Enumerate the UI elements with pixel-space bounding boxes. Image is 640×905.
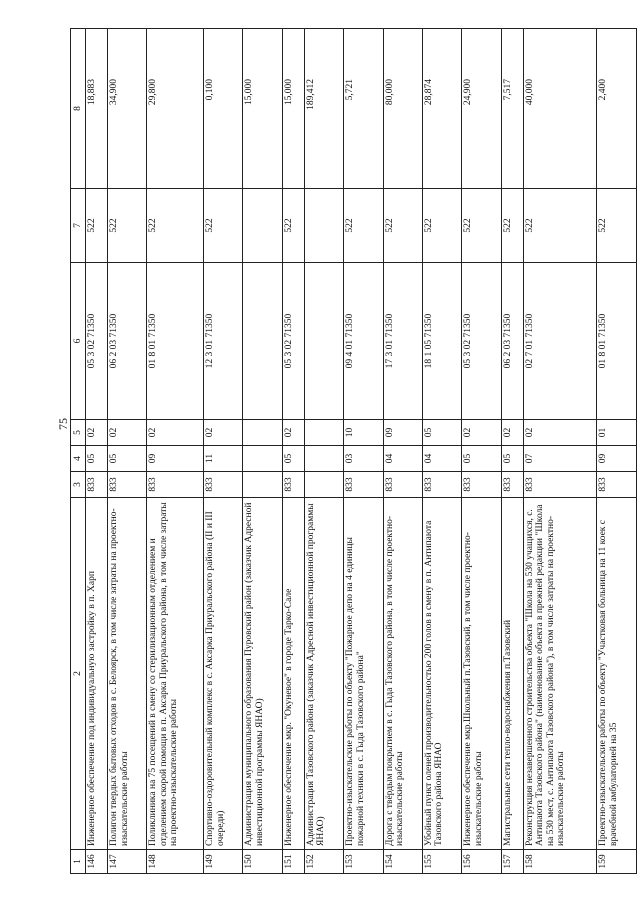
code-section: 05 xyxy=(86,446,108,472)
code-target: 01 8 01 71350 xyxy=(147,263,204,420)
object-name: Администрация Тазовского района (заказчик Адресной инвестиционной программы ЯНАО) xyxy=(304,498,343,850)
header-cell: 5 xyxy=(71,420,86,446)
amount: 40,000 xyxy=(523,29,597,189)
code-target: 06 2 03 71350 xyxy=(501,263,523,420)
code-subsection: 02 xyxy=(501,420,523,446)
object-name: Инженерное обеспечение мкр. "Окуневое" в городе Тарко-Сале xyxy=(282,498,304,850)
amount: 2,400 xyxy=(597,29,637,189)
object-name: Убойный пункт оленей производительностью 200 голов в смену в п. Антипаюта Тазовского района ЯНАО xyxy=(422,498,461,850)
code-expense-type: 522 xyxy=(86,189,108,263)
code-subsection: 09 xyxy=(383,420,422,446)
table-row xyxy=(204,29,243,874)
code-target xyxy=(304,263,343,420)
object-name: Проектно-изыскательские работы по объекту "Пожарное депо на 4 единицы пожарной техники в с. Гыда Тазовского района" xyxy=(344,498,383,850)
table-row xyxy=(383,29,422,874)
code-expense-type: 522 xyxy=(383,189,422,263)
code-target: 18 1 05 71350 xyxy=(422,263,461,420)
header-cell: 8 xyxy=(71,29,86,189)
code-target: 09 4 01 71350 xyxy=(344,263,383,420)
code-expense-type: 522 xyxy=(344,189,383,263)
code-section: 09 xyxy=(597,446,637,472)
header-cell: 3 xyxy=(71,472,86,498)
code-ministry: 833 xyxy=(204,472,243,498)
code-ministry: 833 xyxy=(383,472,422,498)
code-section: 04 xyxy=(422,446,461,472)
amount: 7,517 xyxy=(501,29,523,189)
code-ministry xyxy=(243,472,282,498)
amount: 34,900 xyxy=(108,29,147,189)
row-number: 147 xyxy=(108,850,147,874)
code-ministry xyxy=(304,472,343,498)
code-section: 05 xyxy=(108,446,147,472)
code-expense-type: 522 xyxy=(204,189,243,263)
code-section: 09 xyxy=(147,446,204,472)
code-section: 07 xyxy=(523,446,597,472)
code-ministry: 833 xyxy=(282,472,304,498)
code-ministry: 833 xyxy=(501,472,523,498)
row-number: 149 xyxy=(204,850,243,874)
code-subsection: 05 xyxy=(422,420,461,446)
code-ministry: 833 xyxy=(597,472,637,498)
row-number: 151 xyxy=(282,850,304,874)
code-ministry: 833 xyxy=(344,472,383,498)
code-target: 05 3 02 71350 xyxy=(86,263,108,420)
table-row xyxy=(422,29,461,874)
amount: 80,000 xyxy=(383,29,422,189)
code-ministry: 833 xyxy=(523,472,597,498)
object-name: Проектно-изыскательские работы по объекту "Участковая больница на 11 коек с врачебной амбулаторией на 35 xyxy=(597,498,637,850)
object-name: Дорога с твёрдым покрытием в с. Гыда Тазовского района, в том числе проектно-изыскательские работы xyxy=(383,498,422,850)
code-target: 06 2 03 71350 xyxy=(108,263,147,420)
header-cell: 1 xyxy=(71,850,86,874)
object-name: Магистральные сети тепло-водоснабжения п.Тазовский xyxy=(501,498,523,850)
code-expense-type: 522 xyxy=(108,189,147,263)
object-name: Инженерное обеспечение под индивидуальную застройку в п. Харп xyxy=(86,498,108,850)
object-name: Спортивно-оздоровительный комплекс в с. Аксарка Приуральского района (II и III очереди) xyxy=(204,498,243,850)
object-name: Поликлиника на 75 посещений в смену со стерилизационным отделением и отделением скорой помощи в п. Аксарка Приуральского района, в том числе затраты на проектно-изыскательские работы xyxy=(147,498,204,850)
page-number: 75 xyxy=(56,418,70,430)
code-ministry: 833 xyxy=(108,472,147,498)
header-cell: 2 xyxy=(71,498,86,850)
budget-table xyxy=(70,28,637,874)
code-ministry: 833 xyxy=(147,472,204,498)
budget-table-container xyxy=(70,29,637,874)
table-row xyxy=(282,29,304,874)
header-cell: 7 xyxy=(71,189,86,263)
code-subsection xyxy=(243,420,282,446)
code-subsection: 02 xyxy=(523,420,597,446)
amount: 15,000 xyxy=(243,29,282,189)
code-expense-type: 522 xyxy=(282,189,304,263)
code-subsection: 02 xyxy=(282,420,304,446)
object-name: Администрация муниципального образования Пуровский район (заказчик Адресной инвестиционной программы ЯНАО) xyxy=(243,498,282,850)
row-number: 153 xyxy=(344,850,383,874)
row-number: 158 xyxy=(523,850,597,874)
code-subsection: 10 xyxy=(344,420,383,446)
amount: 28,874 xyxy=(422,29,461,189)
table-row xyxy=(501,29,523,874)
code-expense-type xyxy=(243,189,282,263)
code-subsection: 01 xyxy=(597,420,637,446)
code-section: 05 xyxy=(462,446,501,472)
table-row xyxy=(523,29,597,874)
amount: 18,883 xyxy=(86,29,108,189)
code-subsection: 02 xyxy=(147,420,204,446)
table-row xyxy=(243,29,282,874)
code-section: 05 xyxy=(501,446,523,472)
code-expense-type xyxy=(304,189,343,263)
row-number: 150 xyxy=(243,850,282,874)
amount: 29,800 xyxy=(147,29,204,189)
row-number: 148 xyxy=(147,850,204,874)
code-subsection xyxy=(304,420,343,446)
table-row xyxy=(147,29,204,874)
code-target: 05 3 02 71350 xyxy=(282,263,304,420)
amount: 0,100 xyxy=(204,29,243,189)
code-section: 03 xyxy=(344,446,383,472)
amount: 24,900 xyxy=(462,29,501,189)
code-expense-type: 522 xyxy=(501,189,523,263)
row-number: 155 xyxy=(422,850,461,874)
object-name: Полигон твердых бытовых отходов в с. Белоярск, в том числе затраты на проектно-изыскательские работы xyxy=(108,498,147,850)
amount: 189,412 xyxy=(304,29,343,189)
code-subsection: 02 xyxy=(86,420,108,446)
row-number: 154 xyxy=(383,850,422,874)
table-row xyxy=(304,29,343,874)
code-ministry: 833 xyxy=(462,472,501,498)
code-ministry: 833 xyxy=(86,472,108,498)
code-ministry: 833 xyxy=(422,472,461,498)
code-target: 01 8 01 71350 xyxy=(597,263,637,420)
code-expense-type: 522 xyxy=(422,189,461,263)
code-subsection: 02 xyxy=(462,420,501,446)
code-section: 05 xyxy=(282,446,304,472)
table-row xyxy=(86,29,108,874)
code-section: 11 xyxy=(204,446,243,472)
table-row xyxy=(108,29,147,874)
code-target: 12 3 01 71350 xyxy=(204,263,243,420)
row-number: 152 xyxy=(304,850,343,874)
row-number: 146 xyxy=(86,850,108,874)
code-target: 05 3 02 71350 xyxy=(462,263,501,420)
header-cell: 6 xyxy=(71,263,86,420)
object-name: Реконструкция незавершенного строительства объекта "Школа на 530 учащихся, с. Антипаюта Тазовского района" (наименование объекта в прежней редакции "Школа на 530 мест, с. Антипаюта Тазовского района"), в том числе затраты на проектно-изыскательские работы xyxy=(523,498,597,850)
amount: 15,000 xyxy=(282,29,304,189)
code-subsection: 02 xyxy=(108,420,147,446)
table-row xyxy=(462,29,501,874)
table-row xyxy=(344,29,383,874)
code-expense-type: 522 xyxy=(147,189,204,263)
code-expense-type: 522 xyxy=(523,189,597,263)
code-subsection: 02 xyxy=(204,420,243,446)
amount: 5,721 xyxy=(344,29,383,189)
row-number: 156 xyxy=(462,850,501,874)
code-target xyxy=(243,263,282,420)
row-number: 157 xyxy=(501,850,523,874)
header-cell: 4 xyxy=(71,446,86,472)
code-target: 17 3 01 71350 xyxy=(383,263,422,420)
table-row xyxy=(597,29,637,874)
row-number: 159 xyxy=(597,850,637,874)
code-target: 02 7 01 71350 xyxy=(523,263,597,420)
object-name: Инженерное обеспечение мкр.Школьный п.Тазовский, в том числе проектно-изыскательские работы xyxy=(462,498,501,850)
code-section: 04 xyxy=(383,446,422,472)
header-row xyxy=(71,29,86,874)
code-expense-type: 522 xyxy=(462,189,501,263)
code-section xyxy=(243,446,282,472)
code-section xyxy=(304,446,343,472)
code-expense-type: 522 xyxy=(597,189,637,263)
